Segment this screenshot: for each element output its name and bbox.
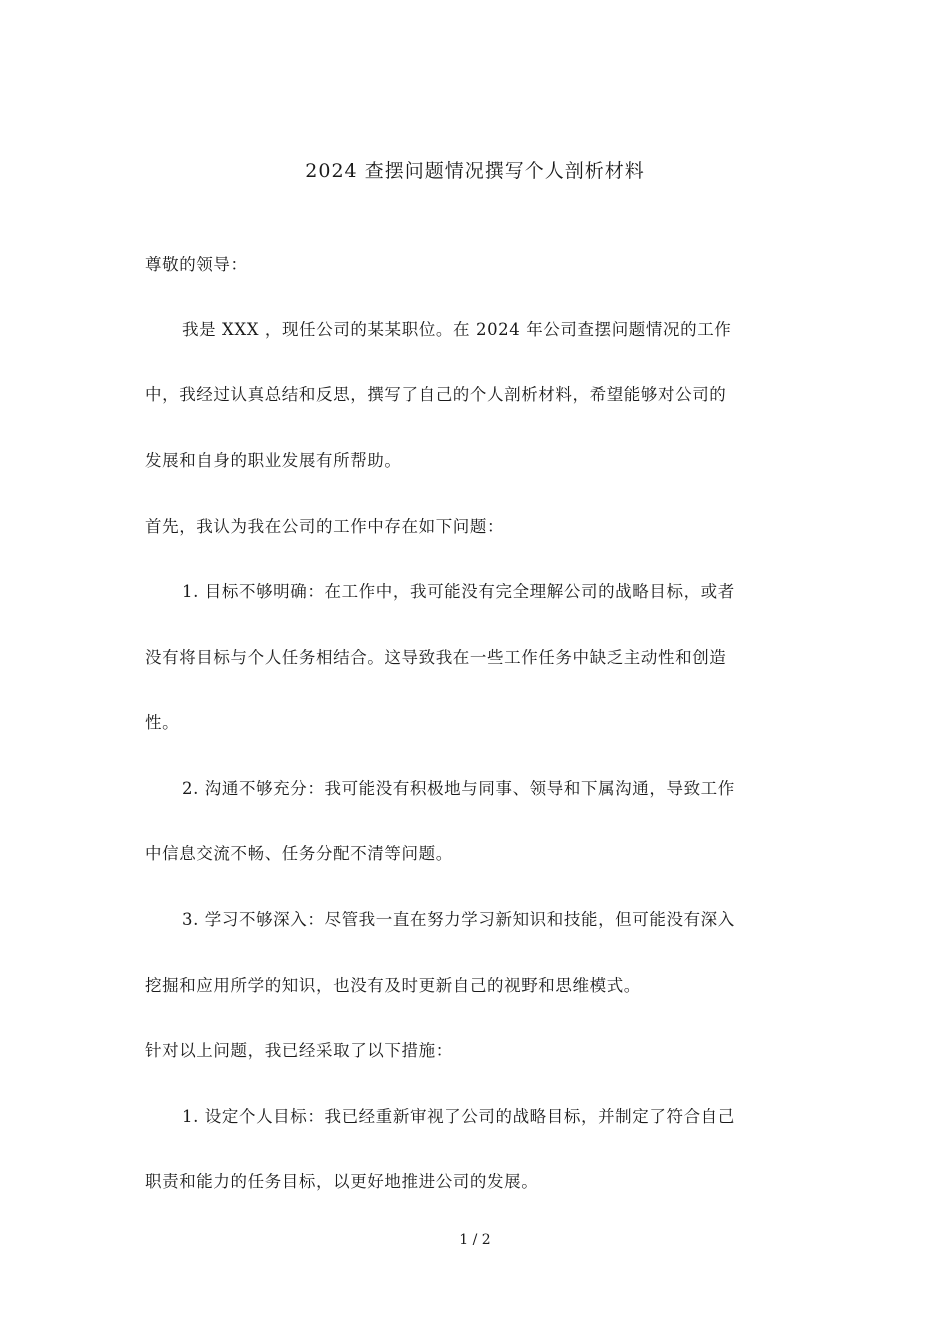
paragraph-line: 职责和能力的任务目标，以更好地推进公司的发展。 (145, 1172, 539, 1191)
paragraph-line: 针对以上问题，我已经采取了以下措施： (145, 1041, 453, 1060)
salutation: 尊敬的领导： (145, 255, 248, 274)
paragraph-line: 1. 设定个人目标：我已经重新审视了公司的战略目标，并制定了符合自己 (182, 1107, 735, 1126)
paragraph-line: 首先，我认为我在公司的工作中存在如下问题： (145, 517, 505, 536)
paragraph-line: 中信息交流不畅、任务分配不清等问题。 (145, 844, 453, 863)
paragraph-line: 2. 沟通不够充分：我可能没有积极地与同事、领导和下属沟通，导致工作 (182, 779, 735, 798)
paragraph-line: 中，我经过认真总结和反思，撰写了自己的个人剖析材料，希望能够对公司的 (145, 385, 727, 404)
document-title: 2024 查摆问题情况撰写个人剖析材料 (305, 160, 645, 182)
paragraph-line: 1. 目标不够明确：在工作中，我可能没有完全理解公司的战略目标，或者 (182, 582, 735, 601)
page-number: 1 / 2 (459, 1232, 491, 1248)
paragraph-line: 发展和自身的职业发展有所帮助。 (145, 451, 402, 470)
paragraph-line: 性。 (145, 713, 180, 732)
paragraph-line: 我是 XXX ，现任公司的某某职位。在 2024 年公司查摆问题情况的工作 (182, 320, 732, 339)
paragraph-line: 挖掘和应用所学的知识，也没有及时更新自己的视野和思维模式。 (145, 976, 641, 995)
paragraph-line: 3. 学习不够深入：尽管我一直在努力学习新知识和技能，但可能没有深入 (182, 910, 735, 929)
paragraph-line: 没有将目标与个人任务相结合。这导致我在一些工作任务中缺乏主动性和创造 (145, 648, 727, 667)
